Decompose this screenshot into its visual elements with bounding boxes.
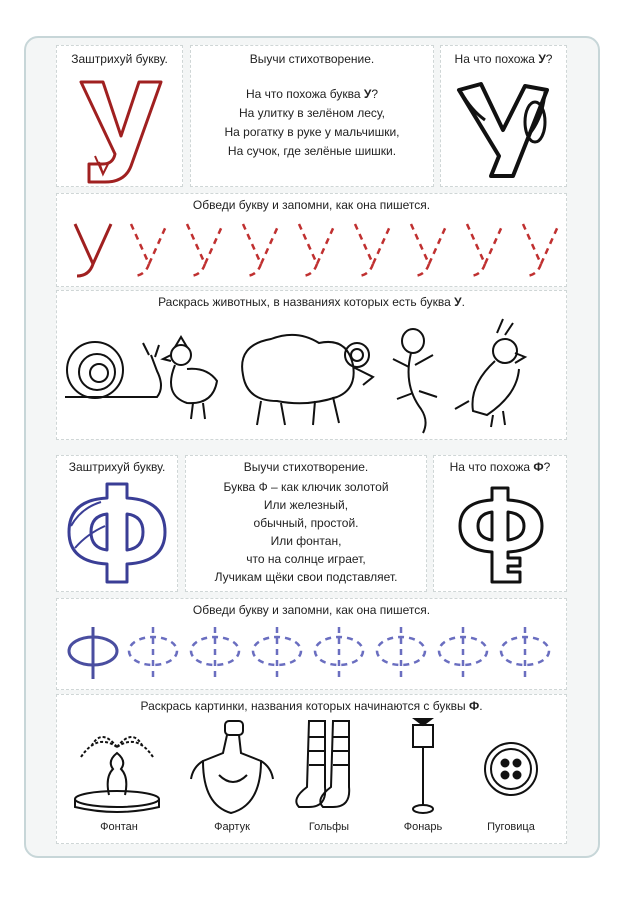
u-poem-panel (190, 45, 434, 187)
lantern-icon (413, 719, 433, 813)
u-dashed-letter (299, 224, 335, 276)
ram-icon (242, 335, 373, 425)
u-poem-line-3: На рогатку в руке у мальчишки, (224, 125, 400, 139)
u-dashed-letter (523, 224, 559, 276)
u-resemble-title: На что похожа У? (454, 52, 553, 66)
f-poem-line-5: что на солнце играет, (246, 552, 366, 566)
f-trace-row (63, 621, 560, 685)
f-trace-panel (56, 598, 567, 690)
caption-button: Пуговица (487, 821, 535, 833)
u-animals-title: Раскрась животных, в названиях которых есть буква У. (158, 295, 465, 309)
u-poem-line-1: На что похожа буква У? (245, 87, 379, 101)
f-resemble-title: На что похожа Ф? (449, 460, 551, 474)
f-shade-title: Заштрихуй букву. (68, 460, 166, 474)
f-pictures-title: Раскрась картинки, названия которых начинаются с буквы Ф. (140, 699, 483, 713)
u-solid-letter (75, 224, 111, 276)
u-trace-title: Обведи букву и запомни, как она пишется. (192, 198, 431, 212)
f-dashed-letter (439, 627, 487, 679)
u-shade-title: Заштрихуй букву. (71, 52, 168, 66)
caption-fountain: Фонтан (100, 821, 138, 833)
u-poem-line-2: На улитку в зелёном лесу, (238, 106, 386, 120)
socks-icon (296, 721, 349, 807)
chicken-icon (163, 337, 217, 419)
f-poem-panel (185, 455, 427, 592)
u-dashed-letter (411, 224, 447, 276)
f-shade-panel (56, 455, 178, 592)
button-icon (485, 743, 537, 795)
f-resemble-panel (433, 455, 567, 592)
f-poem-text (186, 478, 426, 586)
parrot-icon (455, 319, 525, 427)
u-dashed-letter (131, 224, 167, 276)
f-poem-line-1: Буква Ф – как ключик золотой (223, 480, 389, 494)
apron-icon (191, 721, 273, 813)
u-animals-panel (56, 290, 567, 440)
key-icon (456, 484, 546, 588)
u-poem-title: Выучи стихотворение. (249, 52, 375, 66)
f-trace-title: Обведи букву и запомни, как она пишется. (192, 603, 431, 617)
f-dashed-letter (377, 627, 425, 679)
f-pictures-panel (56, 694, 567, 844)
u-dashed-letter (187, 224, 223, 276)
u-dashed-letter (467, 224, 503, 276)
u-poem-text (191, 85, 433, 161)
f-dashed-letter (191, 627, 239, 679)
u-trace-panel (56, 193, 567, 287)
caption-socks: Гольфы (308, 821, 350, 833)
u-dashed-letter (355, 224, 391, 276)
f-outline-letter (61, 478, 173, 588)
f-poem-title: Выучи стихотворение. (243, 460, 369, 474)
f-dashed-letter (129, 627, 177, 679)
u-outline-letter (75, 74, 165, 184)
fountain-icon (75, 737, 159, 812)
u-poem-line-4: На сучок, где зелёные шишки. (227, 144, 397, 158)
slingshot-icon (451, 76, 556, 184)
f-solid-letter (69, 627, 117, 679)
u-dashed-letter (243, 224, 279, 276)
caption-lantern: Фонарь (403, 821, 443, 833)
snail-icon (65, 342, 161, 398)
lizard-icon (393, 329, 437, 433)
f-dashed-letter (253, 627, 301, 679)
f-poem-line-4: Или фонтан, (270, 534, 342, 548)
u-shade-panel (56, 45, 183, 187)
f-poem-line-6: Лучикам щёки свои подставляет. (214, 570, 398, 584)
f-poem-line-3: обычный, простой. (253, 516, 359, 530)
f-poem-line-2: Или железный, (263, 498, 349, 512)
f-dashed-letter (501, 627, 549, 679)
u-trace-row (63, 216, 560, 280)
caption-apron: Фартук (214, 821, 250, 833)
f-dashed-letter (315, 627, 363, 679)
animals-pictures (57, 315, 566, 437)
f-pictures (57, 717, 566, 817)
u-resemble-panel (440, 45, 567, 187)
